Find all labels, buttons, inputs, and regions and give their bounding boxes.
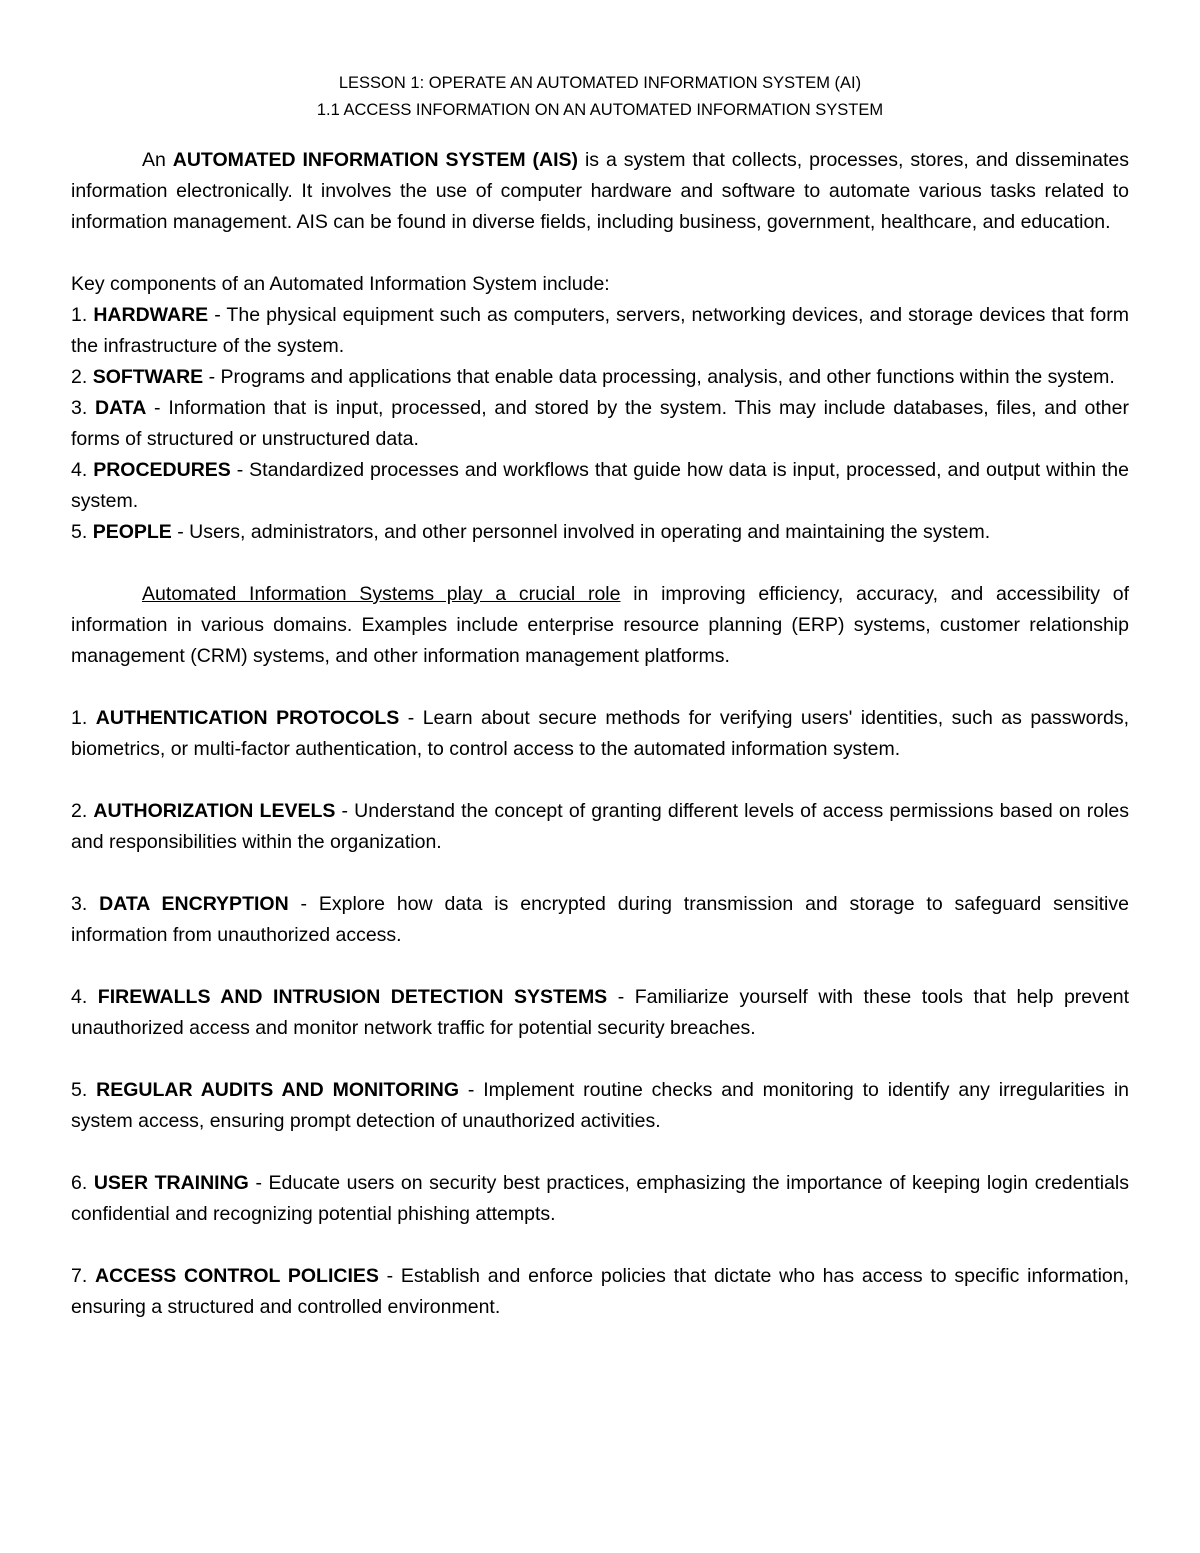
item-term: AUTHENTICATION PROTOCOLS [95, 707, 400, 729]
component-item [71, 393, 1129, 455]
security-item [71, 889, 1129, 951]
item-term: FIREWALLS AND INTRUSION DETECTION SYSTEMS [97, 986, 608, 1008]
security-item [71, 1261, 1129, 1323]
intro-term: AUTOMATED INFORMATION SYSTEM (AIS) [172, 149, 579, 171]
item-number: 1. [71, 304, 94, 326]
item-number: 3. [71, 893, 100, 915]
item-term: USER TRAINING [93, 1172, 249, 1194]
role-paragraph [71, 579, 1129, 672]
item-term: PROCEDURES [93, 459, 231, 481]
item-description: - Implement routine checks and monitoring to identify any irregularities in system access, ensuring prompt detection of unauthorized activities. [71, 1079, 1129, 1132]
role-underlined: Automated Information Systems play a crucial role [142, 583, 621, 605]
item-term: DATA ENCRYPTION [99, 893, 289, 915]
intro-rest: is a system that collects, processes, stores, and disseminates information electronically. It involves the use of computer hardware and software to automate various tasks related to information management. AIS can be found in diverse fields, including business, government, healthcare, and education. [71, 149, 1129, 233]
item-number: 4. [71, 459, 94, 481]
item-description: - Users, administrators, and other personnel involved in operating and maintaining the system. [171, 521, 991, 543]
item-description: - Familiarize yourself with these tools that help prevent unauthorized access and monitor network traffic for potential security breaches. [71, 986, 1129, 1039]
item-description: - Understand the concept of granting different levels of access permissions based on roles and responsibilities within the organization. [71, 800, 1129, 853]
item-description: - Information that is input, processed, and stored by the system. This may include databases, files, and other forms of structured or unstructured data. [71, 397, 1129, 450]
item-number: 6. [71, 1172, 94, 1194]
intro-paragraph [71, 145, 1129, 238]
components-list [71, 300, 1129, 548]
item-description: - Establish and enforce policies that dictate who has access to specific information, ensuring a structured and controlled environment. [71, 1265, 1130, 1318]
item-description: - Learn about secure methods for verifying users' identities, such as passwords, biometrics, or multi-factor authentication, to control access to the automated information system. [71, 707, 1129, 760]
role-rest: in improving efficiency, accuracy, and accessibility of information in various domains. Examples include enterprise resource planning (ERP) systems, customer relationship management (CRM) systems, and other information management platforms. [71, 583, 1129, 667]
component-item [71, 300, 1129, 362]
security-list [71, 703, 1129, 1323]
security-item [71, 1168, 1129, 1230]
item-number: 4. [71, 986, 98, 1008]
item-number: 5. [71, 521, 93, 543]
component-item [71, 517, 1129, 548]
item-term: SOFTWARE [92, 366, 204, 388]
item-number: 5. [71, 1079, 97, 1101]
security-item [71, 982, 1129, 1044]
item-description: - Standardized processes and workflows that guide how data is input, processed, and output within the system. [71, 459, 1129, 512]
item-number: 2. [71, 366, 93, 388]
components-heading: Key components of an Automated Information System include: [71, 273, 610, 295]
section-title: 1.1 ACCESS INFORMATION ON AN AUTOMATED INFORMATION SYSTEM [316, 101, 884, 119]
item-term: REGULAR AUDITS AND MONITORING [96, 1079, 459, 1101]
item-term: DATA [95, 397, 147, 419]
component-item [71, 455, 1129, 517]
intro-lead: An [142, 149, 173, 171]
item-number: 2. [71, 800, 94, 822]
item-description: - The physical equipment such as computers, servers, networking devices, and storage devices that form the infrastructure of the system. [71, 304, 1129, 357]
item-term: ACCESS CONTROL POLICIES [95, 1265, 379, 1287]
item-description: - Educate users on security best practices, emphasizing the importance of keeping login credentials confidential and recognizing potential phishing attempts. [71, 1172, 1130, 1225]
item-number: 1. [71, 707, 96, 729]
lesson-title: LESSON 1: OPERATE AN AUTOMATED INFORMATION SYSTEM (AI) [338, 74, 862, 92]
item-description: - Programs and applications that enable data processing, analysis, and other functions within the system. [203, 366, 1115, 388]
security-item [71, 796, 1129, 858]
item-number: 7. [71, 1265, 96, 1287]
security-item [71, 1075, 1129, 1137]
security-item [71, 703, 1129, 765]
item-term: PEOPLE [92, 521, 172, 543]
item-term: HARDWARE [93, 304, 209, 326]
item-description: - Explore how data is encrypted during transmission and storage to safeguard sensitive information from unauthorized access. [71, 893, 1129, 946]
item-term: AUTHORIZATION LEVELS [93, 800, 336, 822]
component-item [71, 362, 1129, 393]
item-number: 3. [71, 397, 96, 419]
